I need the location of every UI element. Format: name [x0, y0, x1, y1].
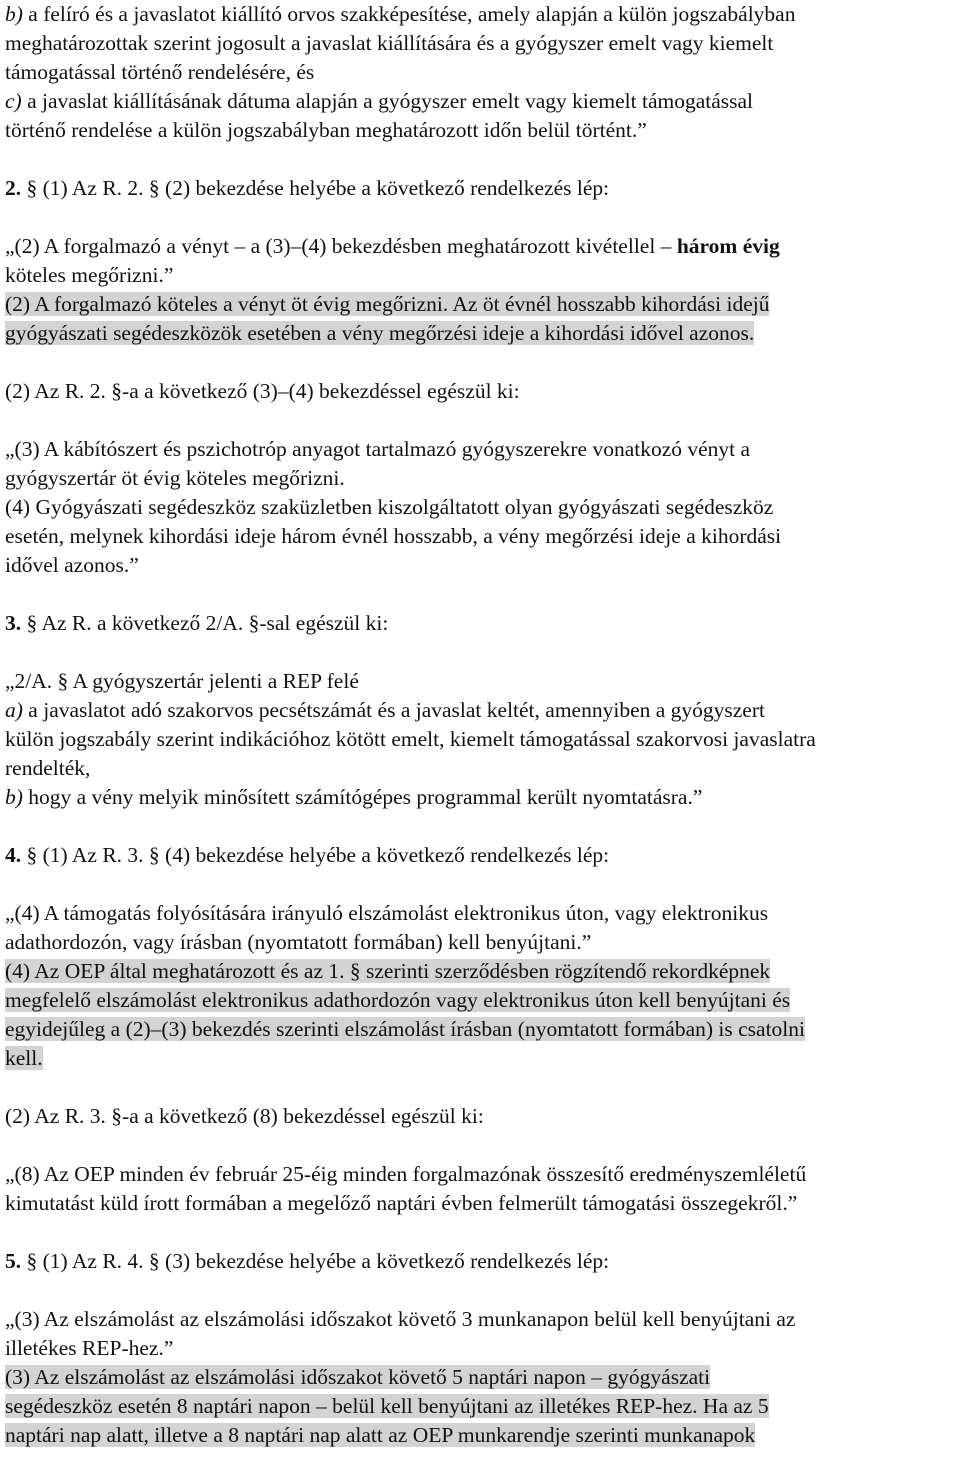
- text-line: [5, 0, 935, 29]
- text-line: [5, 319, 935, 348]
- text-line: „(4) A támogatás folyósítására irányuló elszámolást elektronikus úton, vagy elektronikus: [5, 901, 769, 925]
- text-line: adathordozón, vagy írásban (nyomtatott formában) kell benyújtani.”: [5, 930, 592, 954]
- text-line: [5, 1015, 935, 1044]
- text-line: köteles megőrizni.”: [5, 263, 174, 287]
- section-number: 5.: [5, 1249, 22, 1273]
- text-line: [5, 1044, 935, 1073]
- text-line: gyógyszertár öt évig köteles megőrizni.: [5, 466, 345, 490]
- text-line: „(3) A kábítószert és pszichotróp anyagot tartalmazó gyógyszerekre vonatkozó vényt a: [5, 437, 751, 461]
- text-span: § (1) Az R. 4. § (3) bekezdése helyébe a következő rendelkezés lép:: [21, 1249, 610, 1273]
- bold-text: három évig: [676, 234, 780, 258]
- text-line: rendelték,: [5, 756, 91, 780]
- text-line: meghatározottak szerint jogosult a javaslat kiállítására és a gyógyszer emelt vagy kiemelt: [5, 31, 774, 55]
- text-line: (4) Gyógyászati segédeszköz szaküzletben kiszolgáltatott olyan gyógyászati segédeszköz: [5, 495, 774, 519]
- highlighted-text: Ha az 5: [697, 1394, 769, 1418]
- text-span: a javaslatot adó szakorvos pecsétszámát és a javaslat keltét, amennyiben a gyógyszert: [22, 698, 765, 722]
- text-line: külön jogszabály szerint indikációhoz kötött emelt, kiemelt támogatással szakorvosi javaslatra: [5, 727, 816, 751]
- highlighted-text: Az öt évnél hosszabb kihordási idejű: [448, 292, 770, 316]
- item-label: b): [5, 2, 23, 26]
- text-span: § (1) Az R. 2. § (2) bekezdése helyébe a következő rendelkezés lép:: [21, 176, 610, 200]
- text-line: történő rendelése a külön jogszabályban meghatározott időn belül történt.”: [5, 118, 647, 142]
- highlighted-text: (2) A forgalmazó köteles a vényt öt évig megőrizni.: [5, 292, 449, 316]
- text-line: [5, 1421, 935, 1450]
- section-heading: [5, 1247, 935, 1276]
- section-heading: [5, 841, 935, 870]
- section-heading: [5, 174, 935, 203]
- text-line: illetékes REP-hez.”: [5, 1336, 174, 1360]
- text-line: (2) Az R. 2. §-a a következő (3)–(4) bekezdéssel egészül ki:: [5, 379, 520, 403]
- highlighted-text: kell.: [5, 1046, 43, 1070]
- text-line: idővel azonos.”: [5, 553, 139, 577]
- text-line: kimutatást küld írott formában a megelőző naptári évben felmerült támogatási összegekről.”: [5, 1191, 798, 1215]
- text-line: [5, 986, 935, 1015]
- text-span: hogy a vény melyik minősített számítógépes programmal került nyomtatásra.”: [22, 785, 703, 809]
- item-label: a): [5, 698, 23, 722]
- text-span: § (1) Az R. 3. § (4) bekezdése helyébe a következő rendelkezés lép:: [21, 843, 610, 867]
- item-label: c): [5, 89, 22, 113]
- text-line: [5, 87, 935, 116]
- text-line: [5, 783, 935, 812]
- section-number: 4.: [5, 843, 22, 867]
- text-span: a javaslat kiállításának dátuma alapján a gyógyszer emelt vagy kiemelt támogatással: [21, 89, 754, 113]
- text-line: támogatással történő rendelésére, és: [5, 60, 315, 84]
- highlighted-text: naptári nap alatt, illetve a 8 naptári nap alatt az OEP munkarendje szerinti munkanapok: [5, 1423, 756, 1447]
- text-line: „(3) Az elszámolást az elszámolási időszakot követő 3 munkanapon belül kell benyújtani az: [5, 1307, 796, 1331]
- highlighted-text: egyidejűleg a (2)–(3) bekezdés szerinti elszámolást írásban (nyomtatott formában) is csatolni: [5, 1017, 806, 1041]
- text-line: „(8) Az OEP minden év február 25-éig minden forgalmazónak összesítő eredményszemléletű: [5, 1162, 807, 1186]
- text-line: [5, 290, 935, 319]
- text-line: „2/A. § A gyógyszertár jelenti a REP felé: [5, 669, 359, 693]
- highlighted-text: megfelelő elszámolást elektronikus adathordozón vagy elektronikus úton kell benyújtani és: [5, 988, 791, 1012]
- text-line: [5, 696, 935, 725]
- text-span: a felíró és a javaslatot kiállító orvos szakképesítése, amely alapján a külön jogszabályban: [22, 2, 796, 26]
- item-label: b): [5, 785, 23, 809]
- text-span: „(2) A forgalmazó a vényt – a (3)–(4) bekezdésben meghatározott kivétellel –: [5, 234, 677, 258]
- text-line: [5, 1392, 935, 1421]
- section-number: 3.: [5, 611, 22, 635]
- highlighted-text: gyógyászati segédeszközök esetében a vény megőrzési ideje a kihordási idővel azonos.: [5, 321, 755, 345]
- text-line: esetén, melynek kihordási ideje három évnél hosszabb, a vény megőrzési ideje a kihordási: [5, 524, 782, 548]
- text-line: [5, 1363, 935, 1392]
- text-span: § Az R. a következő 2/A. §-sal egészül ki:: [21, 611, 389, 635]
- text-line: (2) Az R. 3. §-a a következő (8) bekezdéssel egészül ki:: [5, 1104, 484, 1128]
- text-line: [5, 232, 935, 261]
- text-line: [5, 957, 935, 986]
- section-number: 2.: [5, 176, 22, 200]
- highlighted-text: segédeszköz esetén 8 naptári napon – belül kell benyújtani az illetékes REP-hez.: [5, 1394, 698, 1418]
- highlighted-text: (3) Az elszámolást az elszámolási időszakot követő 5 naptári napon – gyógyászati: [5, 1365, 711, 1389]
- highlighted-text: (4) Az OEP által meghatározott és az 1. § szerinti szerződésben rögzítendő rekordképnek: [5, 959, 771, 983]
- section-heading: [5, 609, 935, 638]
